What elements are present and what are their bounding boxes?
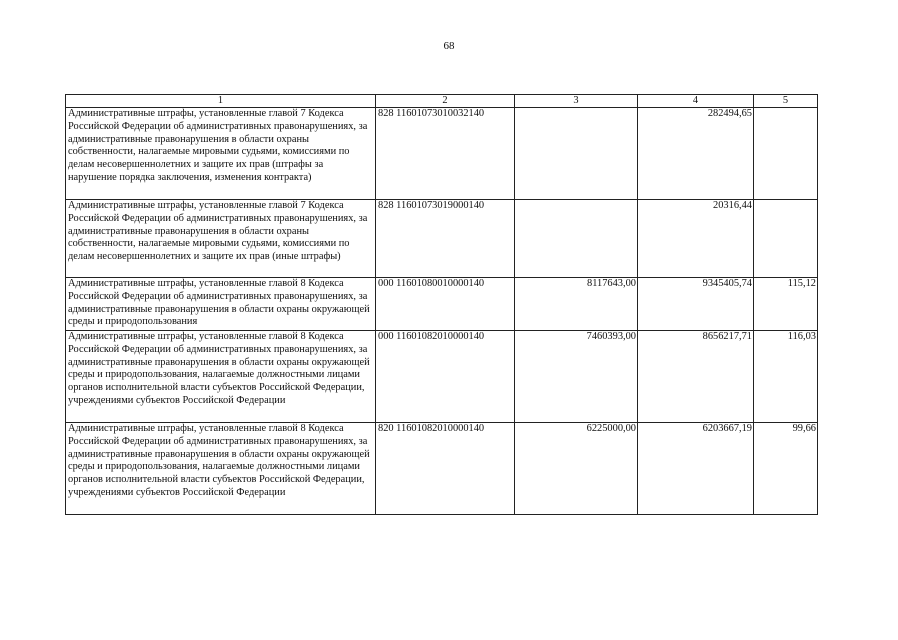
row-value-col5 [754, 200, 818, 278]
revenue-table [65, 94, 818, 515]
table-row [66, 200, 818, 278]
page-number: 68 [443, 40, 455, 52]
table-header-row [66, 95, 818, 108]
row-value-col4: 6203667,19 [638, 423, 754, 515]
row-code: 000 11601080010000140 [376, 278, 515, 331]
row-description: Административные штрафы, установленные главой 8 Кодекса Российской Федерации об административных правонарушениях, за административные правонарушения в области охраны окружающей среды и природопользования, налагаемые должностными лицами органов исполнительной власти субъектов Российской Федерации, учреждениями субъектов Российской Федерации [66, 331, 376, 423]
row-value-col4: 20316,44 [638, 200, 754, 278]
row-value-col4: 282494,65 [638, 108, 754, 200]
row-value-col3 [515, 108, 638, 200]
table-row [66, 423, 818, 515]
column-header-3: 3 [515, 95, 638, 108]
row-description: Административные штрафы, установленные главой 7 Кодекса Российской Федерации об административных правонарушениях, за административные правонарушения в области охраны собственности, налагаемые мировыми судьями, комиссиями по делам несовершеннолетних и защите их прав (штрафы за нарушение порядка заключения, изменения контракта) [66, 108, 376, 200]
row-value-col3: 8117643,00 [515, 278, 638, 331]
row-description: Административные штрафы, установленные главой 8 Кодекса Российской Федерации об административных правонарушениях, за административные правонарушения в области охраны окружающей среды и природопользования, налагаемые должностными лицами органов исполнительной власти субъектов Российской Федерации, учреждениями субъектов Российской Федерации [66, 423, 376, 515]
row-code: 820 11601082010000140 [376, 423, 515, 515]
row-value-col3: 7460393,00 [515, 331, 638, 423]
row-code: 828 11601073010032140 [376, 108, 515, 200]
column-header-4: 4 [638, 95, 754, 108]
row-value-col3: 6225000,00 [515, 423, 638, 515]
row-description: Административные штрафы, установленные главой 8 Кодекса Российской Федерации об административных правонарушениях, за административные правонарушения в области охраны окружающей среды и природопользования [66, 278, 376, 331]
row-value-col4: 9345405,74 [638, 278, 754, 331]
column-header-1: 1 [66, 95, 376, 108]
row-code: 000 11601082010000140 [376, 331, 515, 423]
row-value-col5: 115,12 [754, 278, 818, 331]
row-value-col5: 116,03 [754, 331, 818, 423]
row-value-col5: 99,66 [754, 423, 818, 515]
row-description: Административные штрафы, установленные главой 7 Кодекса Российской Федерации об административных правонарушениях, за административные правонарушения в области охраны собственности, налагаемые мировыми судьями, комиссиями по делам несовершеннолетних и защите их прав (иные штрафы) [66, 200, 376, 278]
column-header-2: 2 [376, 95, 515, 108]
table-row [66, 278, 818, 331]
row-value-col4: 8656217,71 [638, 331, 754, 423]
column-header-5: 5 [754, 95, 818, 108]
table-row [66, 331, 818, 423]
row-value-col3 [515, 200, 638, 278]
table-row [66, 108, 818, 200]
row-value-col5 [754, 108, 818, 200]
row-code: 828 11601073019000140 [376, 200, 515, 278]
